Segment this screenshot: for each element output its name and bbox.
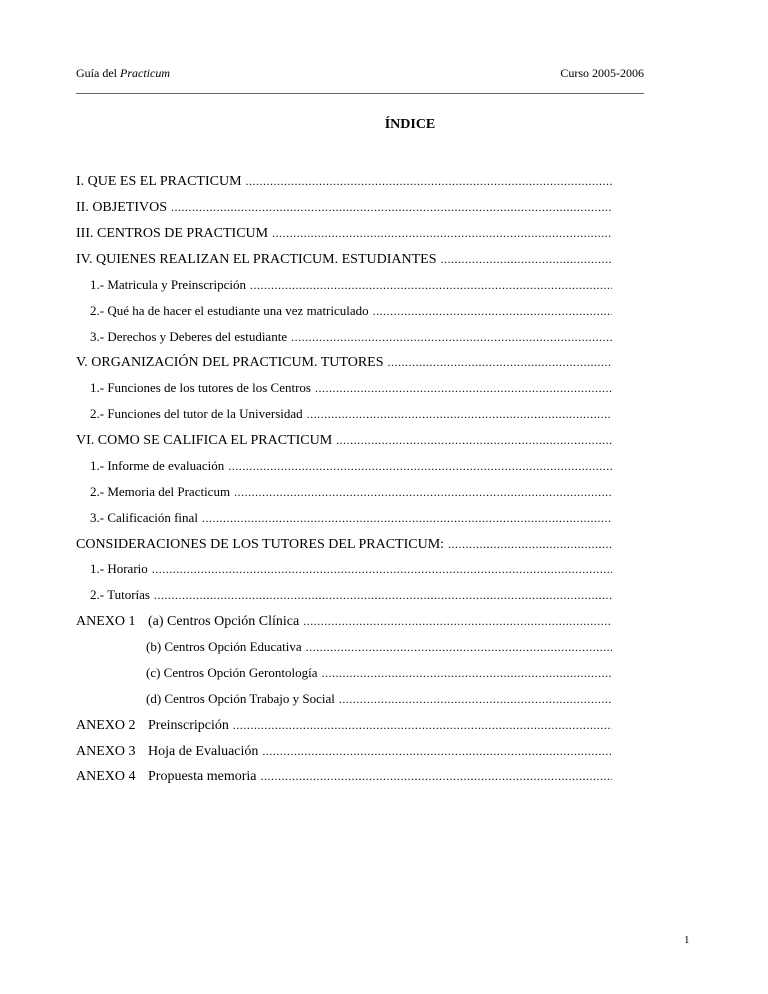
toc-entry-label: VI. COMO SE CALIFICA EL PRACTICUM xyxy=(76,433,333,448)
toc-annex-number: ANEXO 4 xyxy=(76,769,136,784)
page-number: 1 xyxy=(684,934,690,946)
toc-entry xyxy=(76,715,612,735)
toc-entry xyxy=(76,508,612,528)
toc-entry xyxy=(76,689,612,709)
toc-entry-label: 2.- Tutorías xyxy=(90,587,150,602)
toc-entry xyxy=(76,663,612,683)
toc-entry xyxy=(76,275,612,295)
toc-entry xyxy=(76,430,612,450)
toc-entry xyxy=(76,456,612,476)
toc-entry-label: V. ORGANIZACIÓN DEL PRACTICUM. TUTORES xyxy=(76,355,384,370)
toc-entry xyxy=(76,171,612,191)
toc-entry-label: (c) Centros Opción Gerontología xyxy=(146,665,318,680)
toc-entry-label: Preinscripción xyxy=(148,718,229,733)
toc-entry xyxy=(76,637,612,657)
toc-entry xyxy=(76,559,612,579)
toc-dot-leader xyxy=(171,197,612,217)
toc-entry xyxy=(76,249,612,269)
toc-entry xyxy=(76,482,612,502)
toc-dot-leader xyxy=(307,404,612,424)
toc-dot-leader xyxy=(233,715,612,735)
toc-entry-label: 2.- Memoria del Practicum xyxy=(90,484,231,499)
toc-entry xyxy=(76,585,612,605)
toc-dot-leader xyxy=(260,766,612,786)
toc-entry-label: 2.- Funciones del tutor de la Universidad xyxy=(90,406,303,421)
toc-entry-label: IV. QUIENES REALIZAN EL PRACTICUM. ESTUDIANTES xyxy=(76,252,437,267)
toc-dot-leader xyxy=(234,482,612,502)
toc-entry-label: 1.- Matricula y Preinscripción xyxy=(90,277,246,292)
toc-entry-label: (a) Centros Opción Clínica xyxy=(148,614,300,629)
toc-entry-label: Propuesta memoria xyxy=(148,769,257,784)
toc-entry xyxy=(76,611,612,631)
toc-entry-label: Hoja de Evaluación xyxy=(148,744,259,759)
toc-dot-leader xyxy=(152,559,612,579)
toc-entry-label: II. OBJETIVOS xyxy=(76,200,167,215)
toc-dot-leader xyxy=(303,611,612,631)
page-header xyxy=(76,66,644,84)
toc-dot-leader xyxy=(250,275,612,295)
toc-dot-leader xyxy=(321,663,612,683)
toc-dot-leader xyxy=(373,301,612,321)
toc-entry xyxy=(76,301,612,321)
toc-dot-leader xyxy=(306,637,612,657)
header-course-year: Curso 2005-2006 xyxy=(560,66,644,80)
toc-dot-leader xyxy=(448,534,612,554)
header-rule xyxy=(76,93,644,94)
toc-entry-label: 2.- Qué ha de hacer el estudiante una vez matriculado xyxy=(90,303,369,318)
toc-dot-leader xyxy=(154,585,612,605)
toc-entry-label: I. QUE ES EL PRACTICUM xyxy=(76,174,242,189)
toc-dot-leader xyxy=(441,249,613,269)
toc-entry-label: 3.- Derechos y Deberes del estudiante xyxy=(90,329,288,344)
toc-entry-label: CONSIDERACIONES DE LOS TUTORES DEL PRACTICUM: xyxy=(76,537,445,552)
toc-dot-leader xyxy=(202,508,612,528)
toc-dot-leader xyxy=(291,327,612,347)
header-doc-title-prefix: Guía del xyxy=(76,66,120,80)
toc-dot-leader xyxy=(339,689,612,709)
toc-entry xyxy=(76,534,612,554)
toc-entry xyxy=(76,766,612,786)
toc-dot-leader xyxy=(272,223,612,243)
toc-annex-number: ANEXO 2 xyxy=(76,718,136,733)
toc-entry xyxy=(76,404,612,424)
toc-entry xyxy=(76,327,612,347)
toc-entry xyxy=(76,197,612,217)
header-doc-title-italic: Practicum xyxy=(120,66,170,80)
toc-annex-number: ANEXO 3 xyxy=(76,744,136,759)
toc-entry xyxy=(76,741,612,761)
toc-dot-leader xyxy=(388,352,612,372)
toc-dot-leader xyxy=(228,456,612,476)
toc-entry-label: 1.- Funciones de los tutores de los Centros xyxy=(90,380,311,395)
toc-dot-leader xyxy=(315,378,612,398)
toc-entry-label: III. CENTROS DE PRACTICUM xyxy=(76,226,269,241)
toc-dot-leader xyxy=(262,741,612,761)
header-doc-title xyxy=(76,66,170,81)
toc-dot-leader xyxy=(246,171,612,191)
toc-entry-label: 3.- Calificación final xyxy=(90,510,198,525)
toc-entry-label: 1.- Horario xyxy=(90,561,148,576)
toc-dot-leader xyxy=(336,430,612,450)
toc-entry-label: (b) Centros Opción Educativa xyxy=(146,639,302,654)
toc-entry xyxy=(76,378,612,398)
index-title: ÍNDICE xyxy=(384,117,436,132)
toc-entry xyxy=(76,223,612,243)
toc-entry-label: 1.- Informe de evaluación xyxy=(90,458,225,473)
toc-entry xyxy=(76,352,612,372)
toc-entry-label: (d) Centros Opción Trabajo y Social xyxy=(146,691,335,706)
toc-annex-number: ANEXO 1 xyxy=(76,614,136,629)
